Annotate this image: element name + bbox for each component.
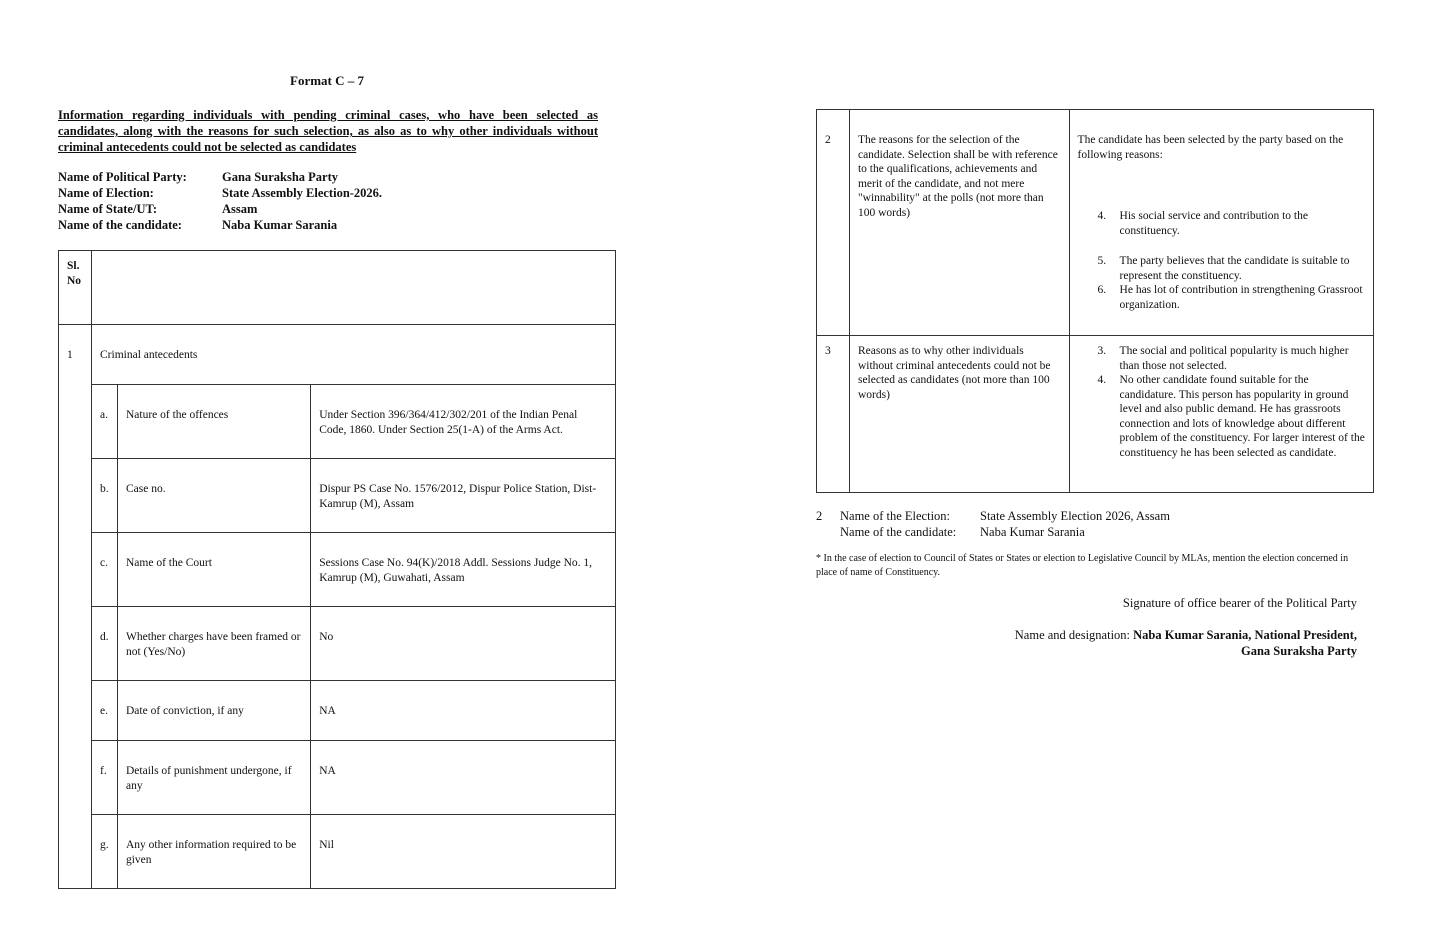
row-letter: f. [92,741,118,815]
table-row [59,607,616,681]
header-blank [92,251,616,325]
table-row [59,815,616,889]
list-item: 5. The party believes that the candidate is suitable to represent the constituency. [1097,255,1350,282]
row-letter: c. [92,533,118,607]
section-title: Criminal antecedents [92,325,616,385]
row-label: Name of the Court [117,533,310,607]
row-number: 3 [817,336,850,493]
table-row [59,459,616,533]
row-letter: d. [92,607,118,681]
row-value: Dispur PS Case No. 1576/2012, Dispur Police Station, Dist- Kamrup (M), Assam [311,459,616,533]
name-value: Naba Kumar Sarania, National President, [1133,628,1357,642]
footnote: * In the case of election to Council of States or States or election to Legislative Council by MLAs, mention the election concerned in place of name of Constituency. [816,553,1349,578]
list-item: 3. The social and political popularity is much higher than those not selected. [1097,345,1349,372]
list-item: 4. His social service and contribution to the constituency. [1097,210,1308,237]
row-letter: b. [92,459,118,533]
row-label: Case no. [117,459,310,533]
list-item: 4. No other candidate found suitable for the candidature. This person has popularity in ground level and also public demand. He has grassroots connection and lots of knowledge about different problem of the constituency. For larger interest of the constituency he has been selected as candidate. [1097,374,1365,459]
table-row [59,533,616,607]
document-heading: Information regarding individuals with pending criminal cases, who have been selected as candidates, along with the reasons for such selection, as also as to why other individuals without criminal antecedents could not be selected as candidates [58,108,598,154]
meta-value: State Assembly Election-2026. [222,186,383,200]
election-value: State Assembly Election 2026, Assam [980,509,1170,523]
meta-label: Name of State/UT: [58,202,158,216]
section-number: 1 [59,325,92,889]
format-title: Format C – 7 [290,73,365,88]
meta-value: Assam [222,202,258,216]
row-value: NA [311,741,616,815]
row-value: Sessions Case No. 94(K)/2018 Addl. Sessions Judge No. 1, Kamrup (M), Guwahati, Assam [311,533,616,607]
row-label: Details of punishment undergone, if any [117,741,310,815]
selection-reasons-table [816,109,1374,493]
candidate-label: Name of the candidate: [840,525,957,539]
name-designation [960,627,1357,643]
row-value: No [311,607,616,681]
meta-label: Name of Election: [58,186,154,200]
party-name: Gana Suraksha Party [1241,644,1357,658]
row-label: Nature of the offences [117,385,310,459]
row-answer [1069,336,1373,493]
row-value: Nil [311,815,616,889]
list-item: 6. He has lot of contribution in strengthening Grassroot organization. [1097,284,1363,311]
row-value: Under Section 396/364/412/302/201 of the Indian Penal Code, 1860. Under Section 25(1-A) of the Arms Act. [311,385,616,459]
row-answer [1069,110,1373,336]
name-label: Name and designation: [1014,628,1131,642]
election-label: Name of the Election: [840,509,951,523]
row-number: 2 [817,110,850,336]
table-row [59,385,616,459]
table-row [59,681,616,741]
meta-value: Naba Kumar Sarania [222,218,338,232]
signature-line: Signature of office bearer of the Political Party [1122,596,1357,610]
signature-block [960,595,1357,659]
row-letter: a. [92,385,118,459]
row-label: Date of conviction, if any [117,681,310,741]
table-row [817,336,1374,493]
sl-no-header: Sl. No [59,251,92,325]
meta-label: Name of the candidate: [58,218,182,232]
row-value: NA [311,681,616,741]
candidate-value: Naba Kumar Sarania [980,525,1085,539]
row-letter: e. [92,681,118,741]
row-letter: g. [92,815,118,889]
answer-intro: The candidate has been selected by the party based on the following reasons: [1077,134,1344,161]
row-label: Any other information required to be given [117,815,310,889]
row-label: Whether charges have been framed or not (Yes/No) [117,607,310,681]
table-row [59,741,616,815]
criminal-antecedents-table [58,250,616,889]
row-question: Reasons as to why other individuals without criminal antecedents could not be selected as candidates (not more than 100 words) [849,336,1069,493]
meta-value: Gana Suraksha Party [222,170,338,184]
section-number: 2 [816,509,823,523]
meta-label: Name of Political Party: [58,170,187,184]
row-question: The reasons for the selection of the candidate. Selection shall be with reference to the qualifications, achievements and merit of the candidate, and not mere "winnability" at the polls (not more than 100 words) [849,110,1069,336]
table-row [817,110,1374,336]
